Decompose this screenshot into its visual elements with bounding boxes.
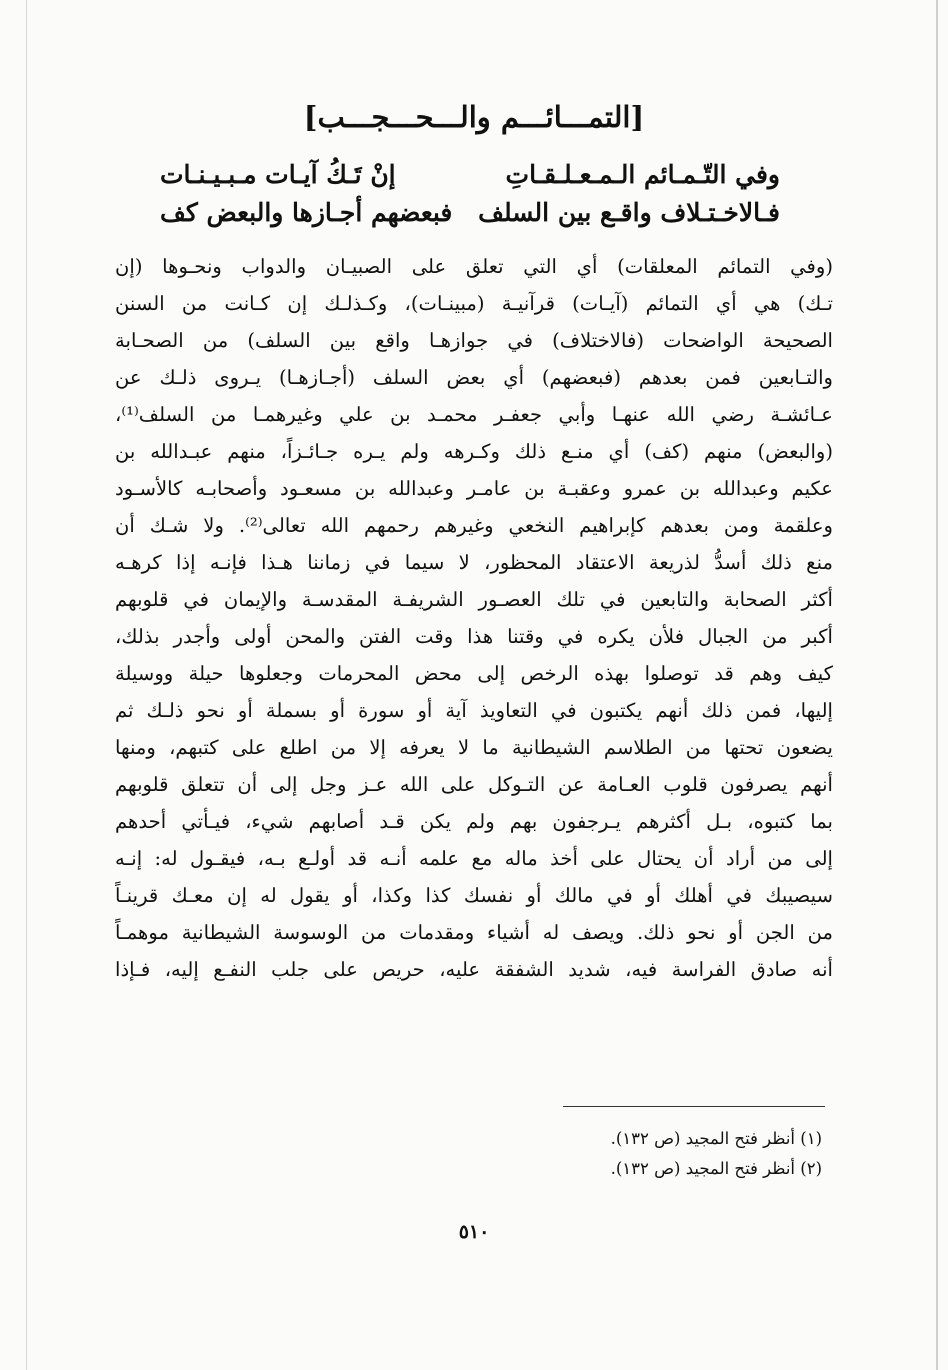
- poem-line-1: [160, 160, 780, 198]
- footnote-1: (١) أنظر فتح المجيد (ص ١٣٢).: [610, 1129, 822, 1148]
- text-line: وعلقمة ومن بعدهم كإبراهيم النخعي وغيرهم رحمهم الله تعالى⁽²⁾. ولا شـك أن: [115, 514, 833, 537]
- poem-hemistich-right: فـالاخـتـلاف واقـع بين السلف: [478, 198, 780, 227]
- commentary-text: [115, 248, 833, 988]
- text-line: إلى من أراد أن يحتال على أخذ ماله مع علمه أنـه قد أولـع بـه، فيقـول له: إنـه: [115, 847, 833, 870]
- text-line: عـائشـة رضي الله عنهـا وأبي جعفـر محمـد بن علي وغيرهمـا من السلف⁽¹⁾،: [115, 403, 833, 426]
- text-line: الصحيحة الواضحات (فالاختلاف) في جوازهـا واقع بين السلف) من الصحـابة: [115, 329, 833, 352]
- footnote-separator: [563, 1106, 825, 1107]
- page-edge-right: [936, 0, 938, 1370]
- text-line: سيصيبك في أهلك أو في مالك أو نفسك كذا وكذا، أو يقول له إن معـك قرينـاً: [115, 884, 833, 907]
- text-line: عكيم وعبدالله بن عمرو وعقبـة بن عامـر وعبدالله بن مسعـود وأصحابـه كالأسـود: [115, 477, 833, 500]
- text-line: منع ذلك أسدُّ لذريعة الاعتقاد المحظور، لا سيما في زماننا هـذا فإنـه إذا كرهـه: [115, 551, 833, 574]
- text-line: بما كتبوه، بـل أكثرهم يـرجفون بهم ولم يكن قـد أصابهم شيء، فيـأتي أحدهم: [115, 810, 833, 833]
- text-line: أنه صادق الفراسة فيه، شديد الشفقة عليه، حريص على جلب النفـع إليه، فـإذا: [115, 958, 833, 981]
- page-number: ٥١٠: [458, 1221, 490, 1243]
- footnotes: [300, 1124, 822, 1184]
- text-line: (والبعض) منهم (كف) أي منـع ذلك وكـرهه ولم يـره جـائـزاً، منهم عبـدالله بن: [115, 440, 833, 463]
- text-line: والتـابعين فمن بعدهم (فبعضهم) أي بعض السلف (أجـازهـا) يـروى ذلـك عن: [115, 366, 833, 389]
- text-line: يضعون تحتها من الطلاسم الشيطانية ما لا يعرفه إلا من اطلع على كتبهم، ومنها: [115, 736, 833, 759]
- text-line: أنهم يصرفون قلوب العـامة عن التـوكل على الله عـز وجل إلى أن تتعلق قلوبهم: [115, 773, 833, 796]
- poem-hemistich-right: وفي التّـمـائم الـمـعـلـقـاتِ: [505, 160, 780, 189]
- section-title: [التمـــائـــم والـــحـــجـــب]: [303, 100, 645, 134]
- footnote-2: (٢) أنظر فتح المجيد (ص ١٣٢).: [610, 1159, 822, 1178]
- text-line: من الجن أو نحو ذلك. ويصف له أشياء ومقدمات من الوسوسة الشيطانية موهمـاً: [115, 921, 833, 944]
- page-edge-left: [26, 0, 27, 1370]
- text-line: كيف وهم قد توصلوا بهذه الرخص إلى محض المحرمات وجعلوها حيلة ووسيلة: [115, 662, 833, 685]
- text-line: أكثر الصحابة والتابعين في تلك العصـور الشريفـة المقدسـة والإيمان في قلوبهم: [115, 588, 833, 611]
- text-line: إليها، فمن ذلك أنهم يكتبون في التعاويذ آية أو سورة أو بسملة أو نحو ذلـك ثم: [115, 699, 833, 722]
- poem-line-2: [160, 198, 780, 236]
- text-line: أكبر من الجبال فلأن يكره في وقتنا هذا وقت الفتن والمحن أولى وأجدر بذلك،: [115, 625, 833, 648]
- poem-hemistich-left: إنْ تَـكُ آيـات مـبـيـنـات: [160, 160, 396, 189]
- text-line: تـك) هي أي التمائم (آيـات) قرآنيـة (مبينـات)، وكـذلـك إن كـانت من السنن: [115, 292, 833, 315]
- poem-hemistich-left: فبعضهم أجـازها والبعض كف: [160, 198, 453, 227]
- text-line: (وفي التمائم المعلقات) أي التي تعلق على الصبيـان والدواب ونحـوها (إن: [115, 255, 833, 278]
